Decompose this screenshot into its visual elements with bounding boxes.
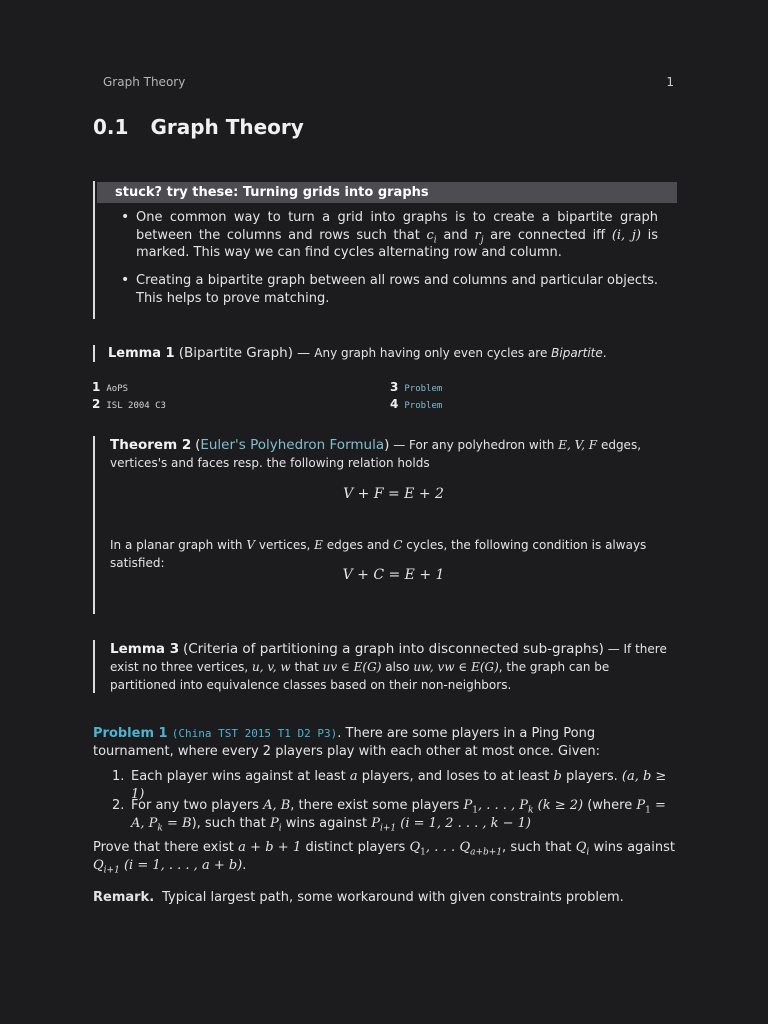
prove-math-qi1: Q <box>93 858 104 873</box>
prove-sub-i: i <box>586 847 590 858</box>
item-2-sub-i1: i+1 <box>379 823 397 834</box>
reference-4 <box>390 397 442 411</box>
reference-3-number: 3 <box>390 380 399 394</box>
stuck-bullet-2: • Creating a bipartite graph between all rows and columns and particular objects. This helps to prove matching. <box>136 272 658 307</box>
prove-math-range: (i = 1, . . . , a + b) <box>119 858 243 873</box>
item-2-math-pk: , . . . , P <box>477 798 529 813</box>
item-2-math-k: (k ≥ 2) <box>533 798 584 813</box>
lemma-1-emphasis: Bipartite <box>551 346 603 360</box>
reference-1-number: 1 <box>92 380 101 394</box>
lemma-1-dash: — <box>292 346 315 361</box>
problem-1-source: (China TST 2015 T1 D2 P3) <box>171 727 338 740</box>
theorem-2-label: Theorem 2 <box>110 437 192 453</box>
prove-sub-i1: i+1 <box>103 865 120 876</box>
prove-sub-1: 1 <box>420 847 426 858</box>
lemma-3-label: Lemma 3 <box>110 641 180 657</box>
stuck-box <box>93 181 677 319</box>
prove-math-qi: Q <box>575 840 587 855</box>
lemma-3 <box>93 640 677 693</box>
theorem-2-vars: E, V, F <box>558 438 598 452</box>
section-number: 0.1 <box>93 115 129 139</box>
bullet1-text-c: is marked. This way we can find cycles alternating row and column. <box>136 227 659 260</box>
bullet1-sub-i: i <box>433 235 437 246</box>
lemma-3-math-1: uv ∈ E(G) <box>322 660 382 674</box>
item-2-sub-1: 1 <box>472 805 478 816</box>
item-2-text-d: ), such that <box>191 816 270 831</box>
bullet1-and: and <box>436 227 475 243</box>
problem-1-intro: . There are some players in a Ping Pong tournament, where every 2 players play with each other at most once. Given: <box>93 726 600 759</box>
reference-4-link[interactable]: Problem <box>404 401 443 411</box>
equation-2: V + C = E + 1 <box>342 567 445 583</box>
reference-1 <box>92 380 128 394</box>
section-title <box>93 115 304 139</box>
planar-var-c: C <box>393 538 403 552</box>
theorem-2-statement <box>110 436 677 472</box>
theorem-2-text-1: For any polyhedron with <box>409 438 559 452</box>
theorem-2-text-2: edges, vertices's and faces resp. the following relation holds <box>110 438 642 470</box>
lemma-1-text: Any graph having only even cycles are <box>314 346 552 360</box>
problem-item-2 <box>112 797 675 834</box>
reference-3 <box>390 380 442 394</box>
prove-text-a: Prove that there exist <box>93 840 239 855</box>
item-1-number: 1. <box>112 769 125 784</box>
bullet1-text-a: One common way to turn a grid into graphs is to create a bipartite graph between the columns and rows such that <box>136 210 658 243</box>
reference-2 <box>92 397 166 411</box>
lemma-3-text-1: If there exist no three vertices, <box>110 642 667 674</box>
planar-var-v: V <box>246 538 256 552</box>
item-2-math-eqb: = B <box>162 816 192 831</box>
bullet1-sub-j: j <box>480 235 484 246</box>
lemma-3-name: (Criteria of partitioning a graph into disconnected sub-graphs) <box>182 641 604 657</box>
prove-text-d: wins against <box>589 840 675 855</box>
theorem-2-name: Euler's Polyhedron Formula <box>200 437 385 453</box>
planar-text-a: In a planar graph with <box>110 538 247 552</box>
planar-var-e: E <box>314 538 323 552</box>
item-2-sub-i: i <box>278 823 282 834</box>
item-1-var-b: b <box>553 769 562 784</box>
bullet1-math-r: r <box>474 227 481 243</box>
item-2-sub-p1: 1 <box>645 805 651 816</box>
reference-2-text: ISL 2004 C3 <box>106 401 166 411</box>
item-1-var-a: a <box>349 769 358 784</box>
prove-sub-n: a+b+1 <box>470 847 503 858</box>
lemma-3-vars: u, v, w <box>252 660 291 674</box>
prove-statement <box>93 839 675 875</box>
lemma-3-statement <box>110 640 677 694</box>
running-header: Graph Theory <box>103 75 186 89</box>
bullet1-math-ij: (i, j) <box>611 227 641 243</box>
prove-text-b: distinct players <box>301 840 410 855</box>
item-2-math-pi: P <box>270 816 279 831</box>
lemma-3-dash: — <box>603 642 624 656</box>
lemma-1 <box>93 345 607 362</box>
reference-1-text: AoPS <box>106 384 129 394</box>
theorem-2-paren-open: ( <box>195 437 201 453</box>
page-number: 1 <box>666 75 674 89</box>
planar-text-b: vertices, <box>255 538 315 552</box>
item-2-text-e: wins against <box>281 816 372 831</box>
item-1-text-b: players, and loses to at least <box>357 769 554 784</box>
lemma-1-label: Lemma 1 <box>108 346 175 361</box>
reference-2-number: 2 <box>92 397 101 411</box>
prove-math-q: Q <box>409 840 421 855</box>
theorem-2-paren-close: ) <box>384 437 390 453</box>
lemma-1-end: . <box>602 346 607 360</box>
lemma-3-math-2: uw, vw ∈ E(G) <box>413 660 499 674</box>
lemma-3-text-2: that <box>290 660 323 674</box>
reference-4-number: 4 <box>390 397 399 411</box>
lemma-3-text-4: , the graph can be partitioned into equivalence classes based on their non-neighbors. <box>110 660 610 692</box>
item-2-math-p1: P <box>636 798 646 813</box>
item-2-math-ab: A, B <box>263 798 291 813</box>
item-2-text-b: , there exist some players <box>290 798 464 813</box>
bullet1-text-b: are connected iff <box>483 227 612 243</box>
remark <box>93 889 675 907</box>
item-2-text-c: (where <box>583 798 637 813</box>
remark-text: Typical largest path, some workaround with given constraints problem. <box>162 890 624 905</box>
equation-1: V + F = E + 2 <box>343 486 444 502</box>
item-2-number: 2. <box>112 798 125 813</box>
lemma-3-text-3: also <box>381 660 414 674</box>
section-title-text: Graph Theory <box>150 115 304 139</box>
planar-text-d: cycles, the following condition is always satisfied: <box>110 538 647 570</box>
item-2-math-range: (i = 1, 2 . . . , k − 1) <box>396 816 532 831</box>
reference-3-link[interactable]: Problem <box>404 384 443 394</box>
item-1-condition: (a, b ≥ 1) <box>131 769 667 802</box>
item-2-math-p: P <box>463 798 473 813</box>
item-1-text-c: players. <box>561 769 622 784</box>
item-1-text-a: Each player wins against at least <box>131 769 350 784</box>
theorem-2-dash: — <box>389 438 410 452</box>
prove-math-count: a + b + 1 <box>238 840 302 855</box>
bullet1-math-c: c <box>426 227 434 243</box>
stuck-box-title: stuck? try these: Turning grids into graphs <box>115 185 429 200</box>
prove-text-c: , such that <box>502 840 576 855</box>
item-2-math-eqa: = A, P <box>131 798 666 831</box>
remark-label: Remark. <box>93 890 155 905</box>
theorem-2 <box>93 436 677 614</box>
stuck-bullet-1 <box>136 209 658 262</box>
lemma-1-name: (Bipartite Graph) <box>178 345 293 361</box>
problem-1-label: Problem 1 <box>93 726 168 741</box>
item-2-sub-k: k <box>528 805 534 816</box>
prove-math-qn: , . . . Q <box>425 840 471 855</box>
item-2-sub-pk: k <box>157 823 163 834</box>
prove-text-end: . <box>242 858 247 873</box>
planar-text-c: edges and <box>322 538 394 552</box>
stuck-box-header <box>97 182 677 203</box>
item-2-math-pi1: P <box>371 816 380 831</box>
problem-1 <box>93 725 675 761</box>
item-2-text-a: For any two players <box>131 798 264 813</box>
